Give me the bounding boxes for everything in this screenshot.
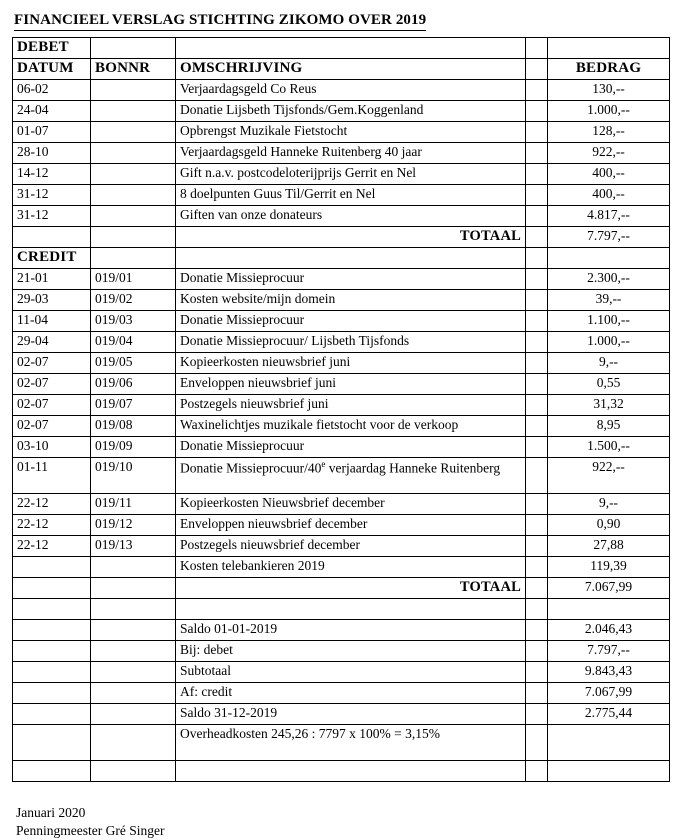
table-row	[13, 395, 670, 416]
cell-bonnr: 019/02	[91, 290, 176, 311]
table-row	[13, 332, 670, 353]
cell-omschrijving: Postzegels nieuwsbrief juni	[176, 395, 526, 416]
table-row	[13, 494, 670, 515]
table-row-spacer	[13, 599, 670, 620]
cell-datum: 29-04	[13, 332, 91, 353]
cell-empty	[526, 248, 548, 269]
total-label-credit: TOTAAL	[176, 578, 526, 599]
table-row	[13, 80, 670, 101]
table-row-section-debet	[13, 38, 670, 59]
footer-signature: Penningmeester Gré Singer	[16, 823, 165, 839]
column-header-datum: DATUM	[13, 59, 91, 80]
cell-bonnr: 019/09	[91, 437, 176, 458]
cell-empty	[526, 437, 548, 458]
table-row	[13, 515, 670, 536]
cell-empty	[91, 683, 176, 704]
cell-bedrag: 8,95	[548, 416, 670, 437]
table-row	[13, 143, 670, 164]
cell-datum: 03-10	[13, 437, 91, 458]
cell-omschrijving: Donatie Missieprocuur	[176, 269, 526, 290]
cell-empty	[526, 536, 548, 557]
cell-empty	[526, 641, 548, 662]
cell-empty	[526, 494, 548, 515]
section-header-debet: DEBET	[13, 38, 91, 59]
cell-bonnr: 019/08	[91, 416, 176, 437]
cell-empty	[91, 227, 176, 248]
cell-empty	[548, 599, 670, 620]
table-header-row	[13, 59, 670, 80]
cell-bonnr	[91, 185, 176, 206]
cell-bedrag: 130,--	[548, 80, 670, 101]
cell-empty	[13, 578, 91, 599]
table-row-summary	[13, 662, 670, 683]
cell-empty	[91, 662, 176, 683]
cell-empty	[13, 725, 91, 761]
footer-date: Januari 2020	[16, 805, 86, 820]
cell-bedrag: 1.500,--	[548, 437, 670, 458]
cell-datum: 24-04	[13, 101, 91, 122]
cell-bonnr	[91, 164, 176, 185]
cell-omschrijving: Opbrengst Muzikale Fietstocht	[176, 122, 526, 143]
cell-bedrag: 39,--	[548, 290, 670, 311]
cell-empty	[526, 269, 548, 290]
table-row-summary	[13, 683, 670, 704]
cell-bedrag: 0,90	[548, 515, 670, 536]
table-row-total-debet	[13, 227, 670, 248]
cell-omschrijving: Enveloppen nieuwsbrief december	[176, 515, 526, 536]
cell-bedrag: 128,--	[548, 122, 670, 143]
table-row-section-credit	[13, 248, 670, 269]
cell-datum: 02-07	[13, 395, 91, 416]
cell-empty	[526, 353, 548, 374]
cell-empty	[526, 59, 548, 80]
cell-omschrijving: Waxinelichtjes muzikale fietstocht voor de verkoop	[176, 416, 526, 437]
cell-empty	[91, 704, 176, 725]
cell-datum: 02-07	[13, 416, 91, 437]
table-row	[13, 101, 670, 122]
cell-empty	[526, 206, 548, 227]
cell-bonnr	[91, 80, 176, 101]
cell-datum	[13, 557, 91, 578]
cell-bedrag: 9,--	[548, 353, 670, 374]
cell-empty	[526, 395, 548, 416]
cell-bonnr: 019/07	[91, 395, 176, 416]
cell-empty	[13, 704, 91, 725]
cell-bonnr: 019/13	[91, 536, 176, 557]
table-row	[13, 122, 670, 143]
cell-empty	[526, 416, 548, 437]
cell-omschrijving: Postzegels nieuwsbrief december	[176, 536, 526, 557]
cell-bedrag: 2.775,44	[548, 704, 670, 725]
column-header-omschrijving: OMSCHRIJVING	[176, 59, 526, 80]
cell-bedrag: 2.300,--	[548, 269, 670, 290]
cell-datum: 02-07	[13, 374, 91, 395]
cell-bedrag: 4.817,--	[548, 206, 670, 227]
cell-bonnr: 019/10	[91, 458, 176, 494]
cell-empty	[526, 374, 548, 395]
table-row	[13, 269, 670, 290]
cell-datum: 11-04	[13, 311, 91, 332]
cell-bedrag: 7.797,--	[548, 641, 670, 662]
cell-bonnr	[91, 143, 176, 164]
cell-empty	[91, 248, 176, 269]
table-row-summary	[13, 641, 670, 662]
cell-bedrag: 1.100,--	[548, 311, 670, 332]
cell-empty	[526, 704, 548, 725]
cell-empty	[548, 725, 670, 761]
cell-omschrijving: Subtotaal	[176, 662, 526, 683]
table-row	[13, 536, 670, 557]
table-row	[13, 290, 670, 311]
cell-datum: 31-12	[13, 185, 91, 206]
cell-datum: 01-11	[13, 458, 91, 494]
cell-bonnr: 019/05	[91, 353, 176, 374]
cell-empty	[526, 515, 548, 536]
cell-omschrijving: Bij: debet	[176, 641, 526, 662]
table-row-summary	[13, 704, 670, 725]
column-header-bonnr: BONNR	[91, 59, 176, 80]
cell-bedrag: 119,39	[548, 557, 670, 578]
cell-omschrijving: Giften van onze donateurs	[176, 206, 526, 227]
cell-bedrag: 9,--	[548, 494, 670, 515]
cell-empty	[526, 143, 548, 164]
cell-bonnr	[91, 557, 176, 578]
cell-empty	[526, 332, 548, 353]
cell-datum: 01-07	[13, 122, 91, 143]
cell-bedrag: 31,32	[548, 395, 670, 416]
cell-empty	[13, 620, 91, 641]
cell-empty	[13, 599, 91, 620]
cell-bedrag: 922,--	[548, 458, 670, 494]
section-header-credit: CREDIT	[13, 248, 91, 269]
cell-empty	[526, 578, 548, 599]
cell-empty	[526, 185, 548, 206]
cell-empty	[526, 290, 548, 311]
cell-empty	[526, 725, 548, 761]
cell-empty	[13, 683, 91, 704]
cell-bonnr: 019/03	[91, 311, 176, 332]
table-row	[13, 374, 670, 395]
table-row-summary	[13, 620, 670, 641]
column-header-bedrag: BEDRAG	[548, 59, 670, 80]
cell-empty	[526, 227, 548, 248]
cell-bedrag: 2.046,43	[548, 620, 670, 641]
table-row-spacer	[13, 761, 670, 782]
cell-empty	[91, 599, 176, 620]
cell-omschrijving: Donatie Missieprocuur	[176, 437, 526, 458]
cell-empty	[526, 38, 548, 59]
cell-omschrijving: Verjaardagsgeld Co Reus	[176, 80, 526, 101]
cell-datum: 31-12	[13, 206, 91, 227]
cell-bonnr: 019/04	[91, 332, 176, 353]
cell-bedrag: 1.000,--	[548, 101, 670, 122]
cell-omschrijving: Kosten telebankieren 2019	[176, 557, 526, 578]
cell-datum: 22-12	[13, 515, 91, 536]
cell-omschrijving: Donatie Missieprocuur/ Lijsbeth Tijsfonds	[176, 332, 526, 353]
cell-omschrijving: Saldo 01-01-2019	[176, 620, 526, 641]
cell-empty	[526, 101, 548, 122]
cell-empty	[91, 641, 176, 662]
table-row	[13, 458, 670, 494]
cell-datum: 14-12	[13, 164, 91, 185]
page-title: FINANCIEEL VERSLAG STICHTING ZIKOMO OVER 2019	[14, 12, 426, 31]
cell-empty	[526, 557, 548, 578]
cell-bonnr: 019/12	[91, 515, 176, 536]
total-label-debet: TOTAAL	[176, 227, 526, 248]
cell-empty	[13, 227, 91, 248]
cell-omschrijving: Enveloppen nieuwsbrief juni	[176, 374, 526, 395]
table-row	[13, 185, 670, 206]
cell-datum: 21-01	[13, 269, 91, 290]
cell-bonnr	[91, 101, 176, 122]
cell-empty	[526, 662, 548, 683]
cell-empty	[91, 761, 176, 782]
cell-empty	[526, 311, 548, 332]
cell-bedrag: 0,55	[548, 374, 670, 395]
table-row	[13, 353, 670, 374]
cell-empty	[548, 761, 670, 782]
table-row	[13, 416, 670, 437]
cell-bedrag: 400,--	[548, 185, 670, 206]
cell-omschrijving: Kopieerkosten nieuwsbrief juni	[176, 353, 526, 374]
document-footer	[16, 804, 672, 840]
table-row-overhead	[13, 725, 670, 761]
cell-bonnr: 019/11	[91, 494, 176, 515]
total-amount-credit: 7.067,99	[548, 578, 670, 599]
cell-empty	[526, 80, 548, 101]
cell-bonnr: 019/01	[91, 269, 176, 290]
cell-omschrijving: Af: credit	[176, 683, 526, 704]
cell-omschrijving: Kosten website/mijn domein	[176, 290, 526, 311]
cell-omschrijving: 8 doelpunten Guus Til/Gerrit en Nel	[176, 185, 526, 206]
cell-omschrijving: Verjaardagsgeld Hanneke Ruitenberg 40 jaar	[176, 143, 526, 164]
cell-empty	[526, 761, 548, 782]
table-row-total-credit	[13, 578, 670, 599]
cell-bonnr	[91, 122, 176, 143]
cell-empty	[176, 761, 526, 782]
total-amount-debet: 7.797,--	[548, 227, 670, 248]
cell-empty	[526, 683, 548, 704]
cell-omschrijving: Saldo 31-12-2019	[176, 704, 526, 725]
cell-bedrag: 9.843,43	[548, 662, 670, 683]
cell-empty	[176, 599, 526, 620]
cell-empty	[13, 641, 91, 662]
cell-omschrijving: Gift n.a.v. postcodeloterijprijs Gerrit en Nel	[176, 164, 526, 185]
cell-bonnr: 019/06	[91, 374, 176, 395]
cell-omschrijving: Donatie Missieprocuur	[176, 311, 526, 332]
cell-datum: 02-07	[13, 353, 91, 374]
table-row	[13, 164, 670, 185]
cell-empty	[13, 761, 91, 782]
cell-omschrijving: Donatie Lijsbeth Tijsfonds/Gem.Koggenland	[176, 101, 526, 122]
cell-empty	[526, 164, 548, 185]
cell-bedrag: 7.067,99	[548, 683, 670, 704]
cell-bedrag: 27,88	[548, 536, 670, 557]
cell-datum: 22-12	[13, 494, 91, 515]
cell-datum: 28-10	[13, 143, 91, 164]
table-row	[13, 311, 670, 332]
cell-empty	[91, 725, 176, 761]
cell-empty	[526, 458, 548, 494]
cell-bedrag: 1.000,--	[548, 332, 670, 353]
table-row	[13, 557, 670, 578]
table-row	[13, 437, 670, 458]
overhead-note: Overheadkosten 245,26 : 7797 x 100% = 3,15%	[176, 725, 526, 761]
cell-empty	[526, 599, 548, 620]
financial-statement-table	[12, 37, 670, 782]
cell-empty	[91, 578, 176, 599]
cell-empty	[526, 122, 548, 143]
cell-empty	[548, 248, 670, 269]
cell-datum: 22-12	[13, 536, 91, 557]
cell-empty	[91, 38, 176, 59]
cell-empty	[526, 620, 548, 641]
cell-empty	[91, 620, 176, 641]
cell-datum: 29-03	[13, 290, 91, 311]
cell-bonnr	[91, 206, 176, 227]
cell-omschrijving: Donatie Missieprocuur/40e verjaardag Hanneke Ruitenberg	[176, 458, 526, 494]
cell-bedrag: 922,--	[548, 143, 670, 164]
cell-empty	[176, 248, 526, 269]
cell-bedrag: 400,--	[548, 164, 670, 185]
cell-empty	[176, 38, 526, 59]
cell-empty	[13, 662, 91, 683]
table-row	[13, 206, 670, 227]
cell-datum: 06-02	[13, 80, 91, 101]
cell-empty	[548, 38, 670, 59]
cell-omschrijving: Kopieerkosten Nieuwsbrief december	[176, 494, 526, 515]
